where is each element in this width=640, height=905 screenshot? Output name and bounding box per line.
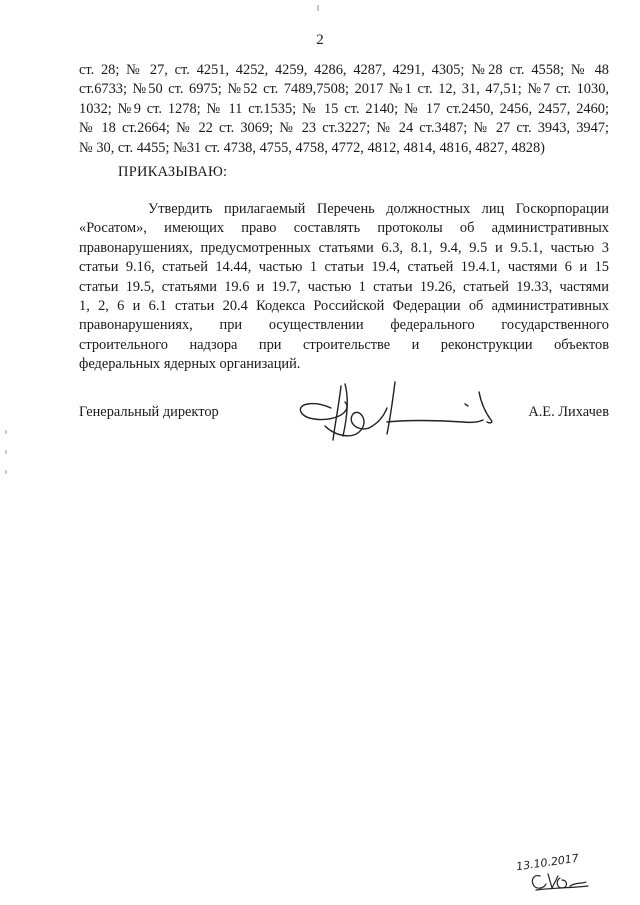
handwritten-initials	[526, 868, 596, 892]
page-number: 2	[316, 32, 324, 48]
references-line: № 30, ст. 4455; №31 ст. 4738, 4755, 4758, 4772, 4812, 4814, 4816, 4827, 4828)	[79, 139, 545, 156]
handwritten-signature	[295, 378, 510, 458]
handwritten-date: 13.10.2017	[515, 851, 580, 874]
signatory-name: А.Е. Лихачев	[528, 404, 609, 420]
body-line: Утвердить прилагаемый Перечень должностных лиц Госкорпорации	[79, 201, 609, 217]
references-line: 1032; №9 ст. 1278; № 11 ст.1535; № 15 ст. 2140; № 17 ст.2450, 2456, 2457, 2460;	[79, 100, 609, 117]
order-body-paragraph	[79, 200, 609, 375]
references-line: ст. 28; № 27, ст. 4251, 4252, 4259, 4286, 4287, 4291, 4305; №28 ст. 4558; № 48	[79, 62, 609, 78]
body-line: статьи 9.16, статьей 14.44, частью 1 статьи 19.4, статьей 19.4.1, частями 6 и 15	[79, 259, 609, 276]
body-line: 1, 2, 6 и 6.1 статьи 20.4 Кодекса Российской Федерации об административных	[79, 298, 609, 315]
references-line: № 18 ст.2664; № 22 ст. 3069; № 23 ст.3227; № 24 ст.3487; № 27 ст. 3943, 3947;	[79, 120, 609, 137]
signatory-title: Генеральный директор	[79, 404, 219, 420]
body-line: правонарушениях, при осуществлении федерального государственного	[79, 317, 609, 334]
body-line: статьи 19.5, статьями 19.6 и 19.7, частью 1 статьи 19.26, статьей 19.33, частями	[79, 278, 609, 295]
top-edge-mark	[0, 0, 640, 8]
margin-marks	[4, 430, 10, 490]
references-paragraph	[79, 61, 609, 158]
date-annotation	[512, 851, 602, 894]
body-line: «Росатом», имеющих право составлять протоколы об административных	[79, 220, 609, 237]
references-line: ст.6733; №50 ст. 6975; №52 ст. 7489,7508; 2017 №1 ст. 12, 31, 47,51; №7 ст. 1030,	[79, 81, 609, 98]
order-heading: ПРИКАЗЫВАЮ:	[118, 164, 228, 180]
body-line: строительного надзора при строительстве и реконструкции объектов	[79, 336, 609, 353]
body-line: федеральных ядерных организаций.	[79, 356, 301, 373]
body-line: правонарушениях, предусмотренных статьями 6.3, 8.1, 9.4, 9.5 и 9.5.1, частью 3	[79, 239, 609, 256]
